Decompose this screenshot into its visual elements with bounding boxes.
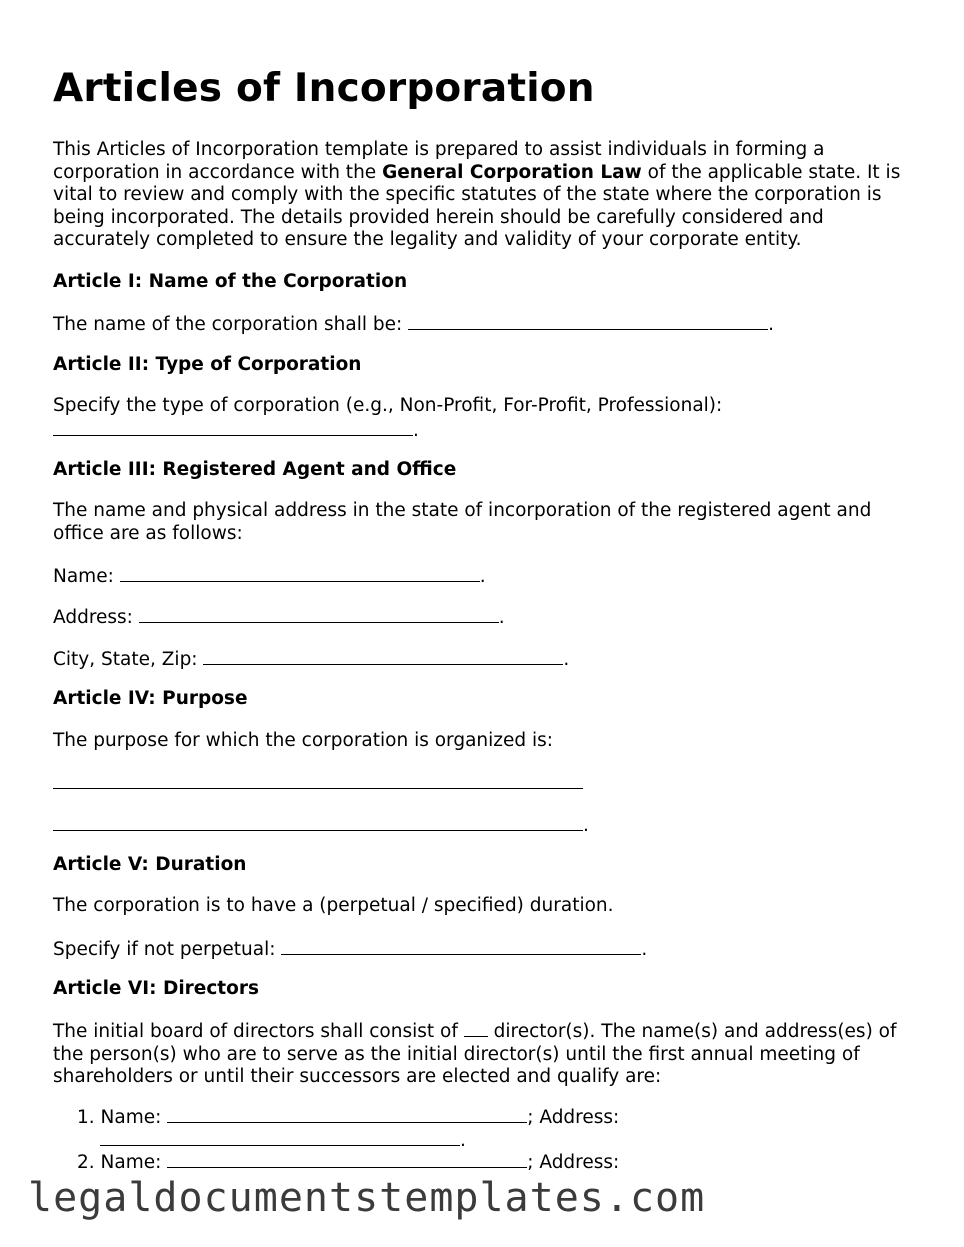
article-1-name-line: The name of the corporation shall be: . [53,314,774,335]
director-1-name-blank[interactable] [167,1105,527,1123]
intro-text-1: This Articles of Incorporation template is prepared to assist individuals in forming a corporation in accordance with the [53,139,825,183]
purpose-blank-line-2: . [53,813,589,837]
director-item-1: 1. Name: ; Address: [77,1107,620,1128]
agent-city-state-zip-blank[interactable] [203,647,563,665]
article-4-heading: Article IV: Purpose [53,688,248,709]
article-5-text: The corporation is to have a (perpetual / specified) duration. [53,895,614,916]
director-item-2: 2. Name: ; Address: [77,1152,620,1173]
article-3-text: The name and physical address in the state of incorporation of the registered agent and office are as follows: [53,500,872,544]
corporation-name-blank[interactable] [408,312,768,330]
article-6-text: The initial board of directors shall consist of director(s). The name(s) and address(es) of the person(s) who are to serve as the initial director(s) until the first annual meeting of shareholders or until their successors are elected and qualify are: [53,1021,897,1087]
director-item-1-address: . [100,1128,466,1152]
intro-bold-text: General Corporation Law [382,161,642,183]
purpose-blank-line-1 [53,771,583,795]
director-count-blank[interactable] [464,1019,488,1037]
agent-name-blank[interactable] [120,564,480,582]
director-2-name-blank[interactable] [167,1150,527,1168]
article-2-blank-line: . [53,418,419,442]
agent-address-line: Address: . [53,607,505,628]
article-2-text: Specify the type of corporation (e.g., Non-Profit, For-Profit, Professional): [53,395,723,416]
purpose-blank-1[interactable] [53,771,583,789]
article-1-heading: Article I: Name of the Corporation [53,271,408,292]
agent-name-line: Name: . [53,566,486,587]
corporation-type-blank[interactable] [53,418,413,436]
agent-city-line: City, State, Zip: . [53,649,570,670]
purpose-blank-2[interactable] [53,813,583,831]
article-4-text: The purpose for which the corporation is organized is: [53,730,554,751]
article-6-heading: Article VI: Directors [53,978,259,999]
duration-blank[interactable] [281,937,641,955]
intro-text-2: of the applicable state. It is vital to review and comply with the specific statutes of the state where the corporation is being incorporated. The details provided herein should be carefully considered and accurately completed to ensure the legality and validity of your corporate entity. [53,161,901,250]
duration-specify-line: Specify if not perpetual: . [53,939,648,960]
agent-address-blank[interactable] [139,605,499,623]
article-5-heading: Article V: Duration [53,854,247,875]
page-title: Articles of Incorporation [53,66,595,111]
article-2-heading: Article II: Type of Corporation [53,354,362,375]
director-1-address-blank[interactable] [100,1128,460,1146]
article-3-heading: Article III: Registered Agent and Office [53,459,457,480]
watermark: legaldocumentstemplates.com [28,1175,706,1221]
intro-paragraph [53,139,913,252]
